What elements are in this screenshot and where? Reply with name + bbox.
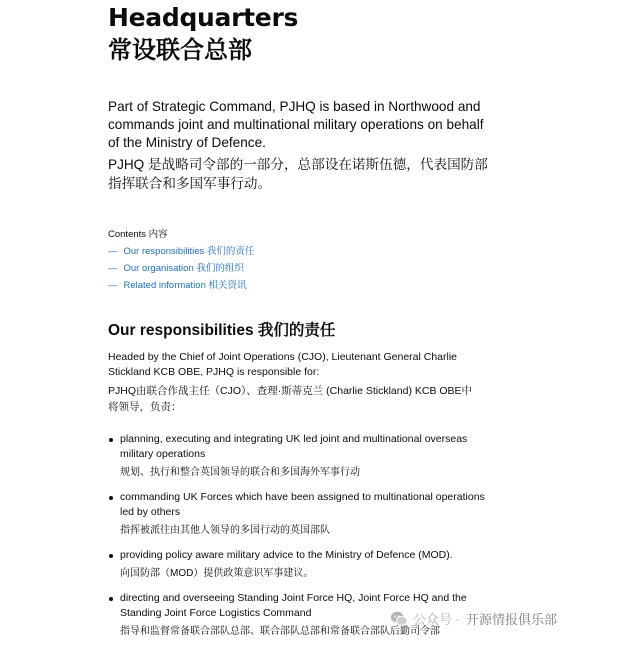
responsibilities-list <box>108 432 488 639</box>
lead-paragraph: Part of Strategic Command, PJHQ is based in Northwood and commands joint and multinational military operations on behalf of the Ministry of Defence. <box>108 99 484 150</box>
contents-link-related-information[interactable]: Related information 相关资讯 <box>123 280 247 291</box>
bullet-icon <box>109 438 113 442</box>
dash-icon: — <box>108 246 118 257</box>
bullet-icon <box>109 597 113 601</box>
list-item-text: commanding UK Forces which have been assigned to multinational operations led by others <box>120 491 485 518</box>
list-item-text: directing and overseeing Standing Joint Force HQ, Joint Force HQ and the Standing Joint Force Logistics Command <box>120 592 467 619</box>
bullet-icon <box>109 554 113 558</box>
contents-item[interactable] <box>108 260 508 277</box>
page-title: Headquarters <box>108 3 299 32</box>
list-item-text-chinese: 向国防部（MOD）提供政策意识军事建议。 <box>120 568 314 579</box>
contents-link-organisation[interactable]: Our organisation 我们的组织 <box>123 263 244 274</box>
list-item <box>108 548 488 581</box>
article <box>108 0 508 649</box>
responsibilities-intro: Headed by the Chief of Joint Operations (CJO), Lieutenant General Charlie Stickland KCB OBE, PJHQ is responsible for: <box>108 351 458 378</box>
dash-icon: — <box>108 280 118 291</box>
contents-link-responsibilities[interactable]: Our responsibilities 我们的责任 <box>123 246 255 257</box>
watermark-account-name: 开源情报俱乐部 <box>465 612 557 627</box>
bullet-icon <box>109 496 113 500</box>
list-item-text: providing policy aware military advice to the Ministry of Defence (MOD). <box>120 549 453 561</box>
list-item-text-chinese: 指挥被派往由其他人领导的多国行动的英国部队 <box>120 525 330 536</box>
contents-list <box>108 226 508 294</box>
contents-title: Contents 内容 <box>108 229 168 240</box>
dash-icon: — <box>108 263 118 274</box>
list-item-text-chinese: 规划、执行和整合英国领导的联合和多国海外军事行动 <box>120 467 360 478</box>
contents-item[interactable] <box>108 243 508 260</box>
list-item-text: planning, executing and integrating UK led joint and multinational overseas military operations <box>120 433 468 460</box>
responsibilities-intro-chinese: PJHQ由联合作战主任（CJO）、查理·斯蒂克兰 (Charlie Stickland) KCB OBE中将领导，负责： <box>108 385 473 413</box>
page-title-chinese: 常设联合总部 <box>108 36 252 64</box>
contents-item[interactable] <box>108 277 508 294</box>
wechat-icon <box>390 610 408 628</box>
lead-paragraph-chinese: PJHQ 是战略司令部的一部分，总部设在诺斯伍德，代表国防部指挥联合和多国军事行动。 <box>108 157 488 191</box>
list-item <box>108 490 488 538</box>
watermark-label: 公众号 · <box>413 612 460 627</box>
section-heading-responsibilities: Our responsibilities 我们的责任 <box>108 322 336 339</box>
watermark <box>390 609 557 628</box>
list-item-text-chinese: 指导和监督常备联合部队总部、联合部队总部和常备联合部队后勤司令部 <box>120 626 440 637</box>
list-item <box>108 432 488 480</box>
